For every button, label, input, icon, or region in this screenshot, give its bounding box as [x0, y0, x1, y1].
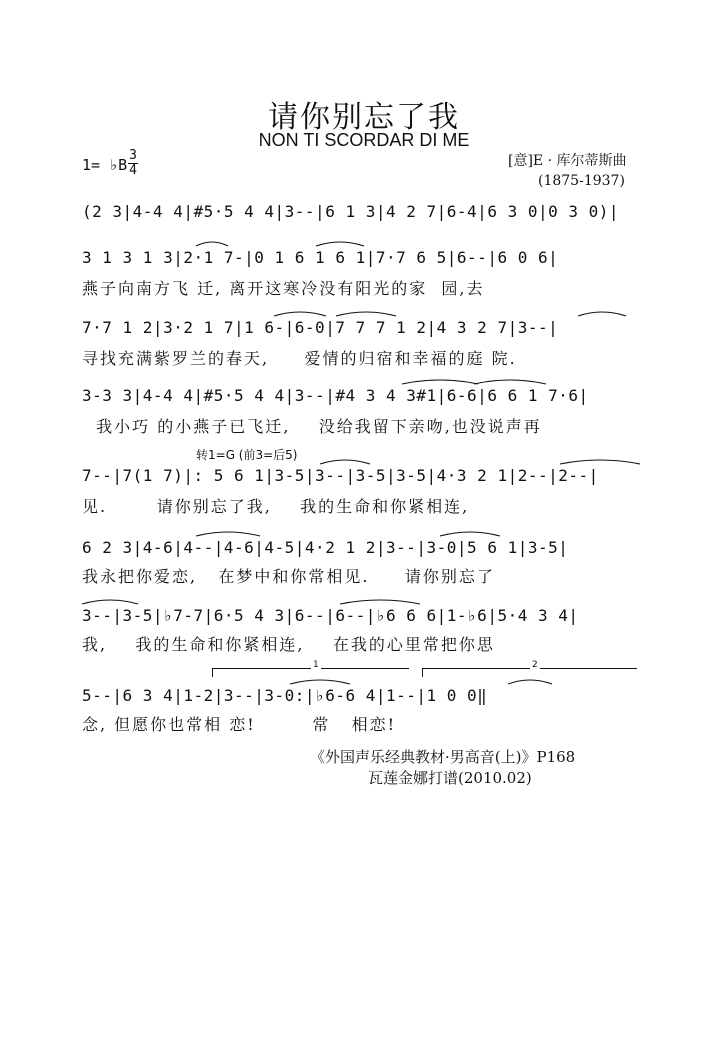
- lyrics-row-3: 寻找充满紫罗兰的春天, 爱情的归宿和幸福的庭 院.: [82, 349, 517, 368]
- lyrics-row-2: 燕子向南方飞 迁, 离开这寒冷没有阳光的家 园,去: [82, 279, 485, 298]
- notation-row-6: 6 2 3|4-6|4--|4-6|4-5|4·2 1 2|3--|3-0|5 6 1|3-5|: [82, 538, 569, 557]
- notation-row-3: 7·7 1 2|3·2 1 7|1 6-|6-0|7 7 7 1 2|4 3 2 7|3--|: [82, 318, 559, 337]
- notation-row-7: 3--|3-5|♭7-7|6·5 4 3|6--|6--|♭6 6 6|1-♭6|5·4 3 4|: [82, 606, 579, 625]
- key-signature: 1= ♭B: [82, 156, 128, 174]
- lyrics-row-7: 我, 我的生命和你紧相连, 在我的心里常把你思: [82, 635, 495, 654]
- notation-row-1: (2 3|4-4 4|#5·5 4 4|3--|6 1 3|4 2 7|6-4|6 3 0|0 3 0)|: [82, 202, 620, 221]
- lyrics-row-5: 见. 请你别忘了我, 我的生命和你紧相连,: [82, 497, 470, 516]
- song-title: 请你别忘了我: [268, 100, 460, 135]
- notation-row-2: 3 1 3 1 3|2·1 7-|0 1 6 1 6 1|7·7 6 5|6--|6 0 6|: [82, 248, 559, 267]
- source-citation: 《外国声乐经典教材·男高音(上)》P168: [310, 748, 576, 766]
- composer-credit: [意]E · 库尔蒂斯曲: [508, 153, 627, 169]
- notation-row-5: 7--|7(1 7)|: 5 6 1|3-5|3--|3-5|3-5|4·3 2 1|2--|2--|: [82, 466, 599, 485]
- lyrics-row-8: 念, 但愿你也常相 恋! 常 相恋!: [82, 715, 397, 734]
- lyrics-row-4: 我小巧 的小燕子已飞迁, 没给我留下亲吻,也没说声再: [82, 417, 542, 436]
- volta-number-1: 1: [313, 660, 319, 670]
- meter-top: 3: [129, 148, 137, 163]
- composer-years: (1875-1937): [538, 173, 625, 189]
- notation-row-4: 3-3 3|4-4 4|#5·5 4 4|3--|#4 3 4 3#1|6-6|6 6 1 7·6|: [82, 386, 589, 405]
- song-subtitle: NON TI SCORDAR DI ME: [258, 130, 470, 150]
- lyrics-row-6: 我永把你爱恋, 在梦中和你常相见. 请你别忘了: [82, 567, 495, 586]
- notation-row-8: 5--|6 3 4|1-2|3--|3-0:|♭6-6 4|1--|1 0 0‖: [82, 686, 488, 705]
- modulation-note: 转1=G (前3=后5): [196, 448, 298, 462]
- meter-bottom: 4: [129, 163, 137, 178]
- volta-number-2: 2: [532, 660, 538, 670]
- typist-credit: 瓦莲金娜打谱(2010.02): [368, 769, 532, 787]
